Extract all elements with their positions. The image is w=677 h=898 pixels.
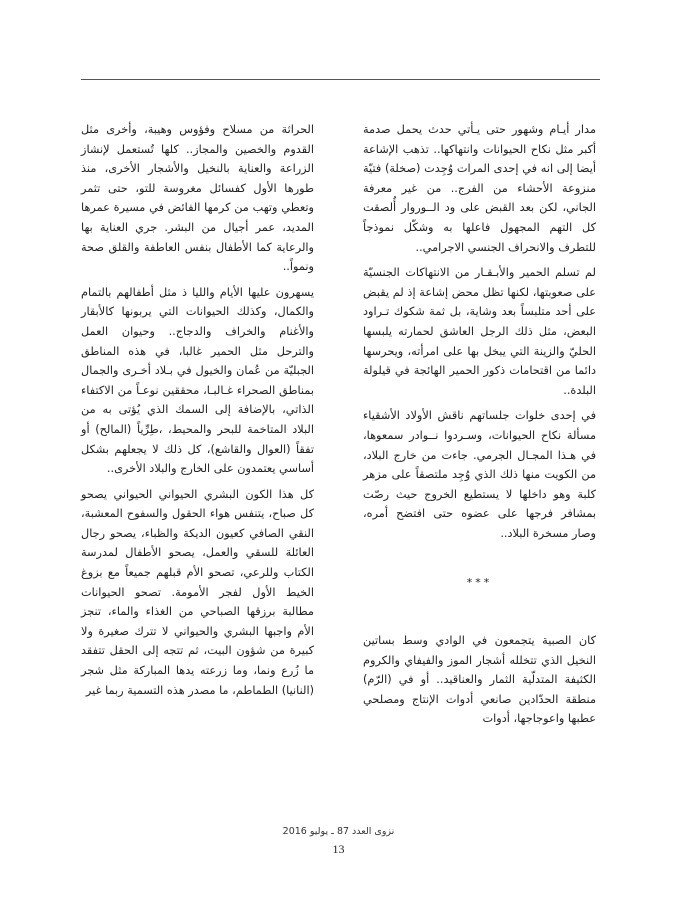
right-paragraph-1: مدار أيـام وشهور حتى يـأتي حدث يحمل صدمة أكبر مثل نكاح الحيوانات وانتهاكها.. تذهب الإشاعة أيضا إلى انه في إحدى المرات وُجِدت (صخلة) فتيّة منزوعة الأحشاء من الفرج.. من غير معرفة الجاني، لكن بعد القبض على ود الــوروار أُلصقت كل التهم المجهول فاعلها به وشكّل نموذجاً للتطرف والانحراف الجنسي الاجرامي.. [363,123,596,254]
left-paragraph-1: الحراثة من مسلاح وفؤوس وهيبة، وأخرى مثل القدوم والخصين والمجاز.. كلها تُستعمل لإنشاز الزراعة والعناية بالنخيل والأشجار الأخرى، منذ طورها الأول كفسائل مغروسة للتو، حتى تثمر وتعطي وتهب من كرمها الفائض في مسيرة عمرها المديد، عمر أجيال من البشر. جري العناية بها والرعاية كما الأطفال بنفس العاطفة والقلق صحة ونمواً.. [81,123,314,274]
right-paragraph-2: لم تسلم الحمير والأبـقـار من الانتهاكات الجنسيّة على صعوبتها، لكنها تظل محض إشاعة إذ لم يقبض على أحد متلبساً بعد وشاية، بل ثمة شكوك تـراود البعض، مثل ذلك الرجل العاشق لحمارته يلبسها الحليّ والزينة التي يبخل بها على امرأته، ويحرسها دائما من اقتحامات ذكور الحمير الهائجة في قيلولة البلدة.. [363,266,596,397]
footer-issue-line: نزوى العدد 87 ـ يوليو 2016 [282,826,395,837]
right-column [363,120,596,735]
right-paragraph-4: كان الصبية يتجمعون في الوادي وسط بساتين النخيل الذي تتخلله أشجار الموز والفيفاي والكروم الكثيفة المتدلّية الثمار والعناقيد.. أو في (الرّم) منطقة الحدّادين صانعي أدوات الإنتاج ومصلحي عطبها واعوجاجها، أدوات [363,634,596,726]
left-paragraph-2: يسهرون عليها الأيام والليا ذ مثل أطفالهم بالتمام والكمال، وكذلك الحيوانات التي يربونها كالأبقار والأغنام والخراف والدجاج.. وحيوان العمل والترحل مثل الحمير غالبا، في هذه المناطق الجبليّة من عُمان والخيول في بـلاد أخـرى والجمال بمناطق الصحراء غـالبـا، محققين نوعـاً من الاكتفاء الذاتي، بالإضافة إلى السمك الذي يُؤتى به من البلاد المتاخمة للبحر والمحيط، ،طِرِّياً (المالح) أو تفقاً (العوال والقاشع)، كل ذلك لا يجعلهم بشكل أساسي يعتمدون على الخارج والبلاد الأخرى.. [81,285,314,476]
top-rule [81,79,600,80]
left-column [81,120,314,706]
section-separator: *** [466,576,493,590]
right-paragraph-3: في إحدى خلوات جلساتهم ناقش الأولاد الأشقياء مسألة نكاح الحيوانات، وسـردوا نــوادر سمعوها، في هـذا المجـال الجرمي. جاءت من خارج البلاد، من الكويت منها ذلك الذي وُجِد ملتصقاً على مزهر كلبة وهو داخلها لا يستطيع الخروج حيث رصّت بمشافر فرجها على عضوه حتى افتضح أمره، وصار مسخرة البلاد.. [363,409,596,540]
left-paragraph-3: كل هذا الكون البشري الحيواني الحيواني يصحو كل صباح، يتنفس هواء الحقول والسفوح المعشبة، النقي الصافي كعيون الديكة والظباء، يصحو رجال العائلة للسقي والعمل، يصحو الأطفال لمدرسة الكتاب وللرعي، تصحو الأم قبلهم جميعاً مع بزوغ الخيط الأول لفجر الأمومة. تصحو الحيوانات مطالبة برزقها الصباحي من الغذاء والماء، تنجز الأم واجبها البشري والحيواني لا تترك صغيرة ولا كبيرة من شؤون البيت، ثم تتجه إلى الحقل تتفقد ما زُرع ونما، وما زرعته يدها المباركة مثل شجر (النانيا) الطماطم، ما مصدر هذه التسمية ربما غير [81,487,314,697]
page-number: 13 [332,842,345,856]
